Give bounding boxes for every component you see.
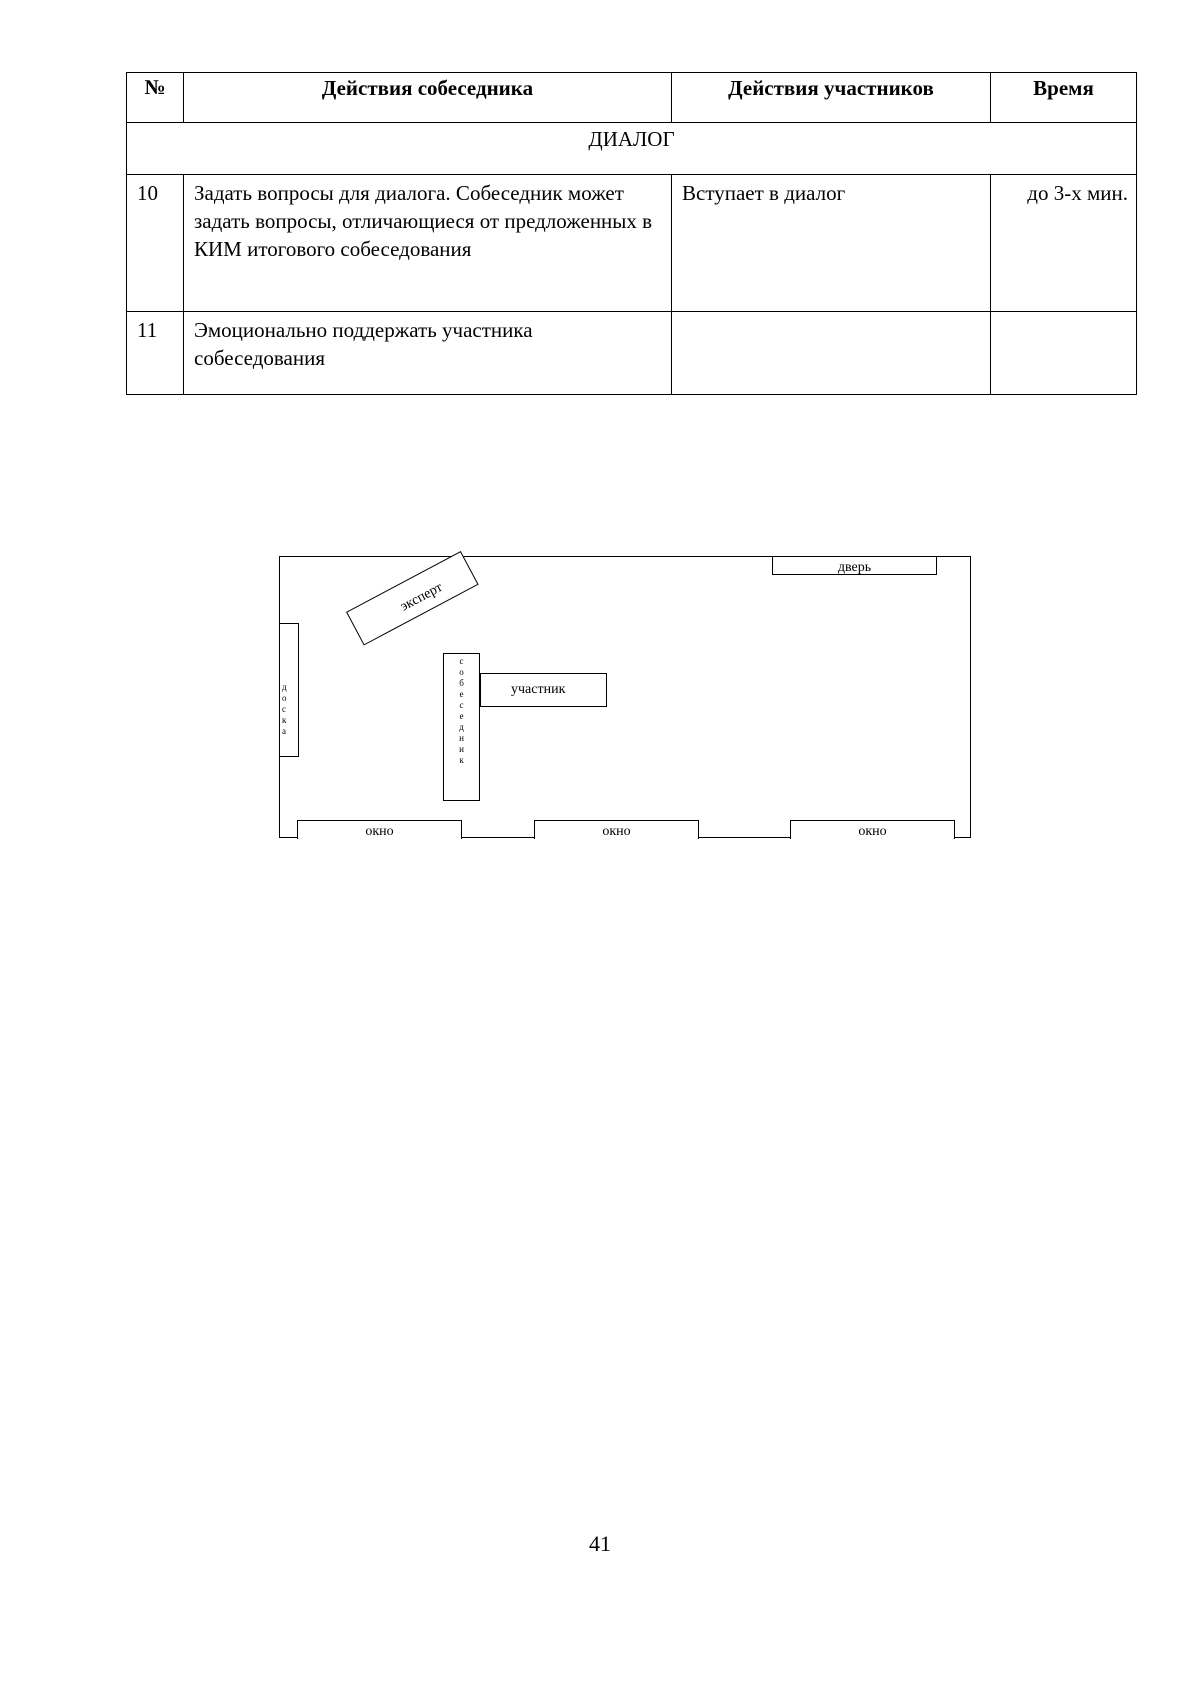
- board: д о с к а: [280, 623, 299, 757]
- page-number: 41: [589, 1531, 611, 1556]
- table-row: [127, 175, 1137, 312]
- row-interviewer-action: Эмоционально поддержать участника собеседования: [184, 312, 672, 395]
- window-label: окно: [858, 824, 887, 839]
- row-interviewer-action: Задать вопросы для диалога. Собеседник может задать вопросы, отличающиеся от предложенных в КИМ итогового собеседования: [184, 175, 672, 312]
- participant-desk: [480, 673, 607, 707]
- window-2: [534, 820, 699, 839]
- interviewer-label: с о б е с е д н и к: [459, 656, 464, 765]
- window-label: окно: [602, 824, 631, 839]
- procedure-table: [126, 72, 1137, 395]
- room-plan: [279, 556, 971, 838]
- door: [772, 557, 937, 575]
- expert-label: эксперт: [398, 580, 446, 615]
- section-title: ДИАЛОГ: [127, 123, 1137, 175]
- header-participant-actions: Действия участников: [672, 73, 991, 123]
- table-header-row: [127, 73, 1137, 123]
- row-num: 10: [127, 175, 184, 312]
- header-time: Время: [991, 73, 1137, 123]
- window-3: [790, 820, 955, 839]
- header-num: №: [127, 73, 184, 123]
- header-interviewer-actions: Действия собеседника: [184, 73, 672, 123]
- expert-desk: [346, 551, 479, 646]
- row-participant-action: Вступает в диалог: [672, 175, 991, 312]
- row-num: 11: [127, 312, 184, 395]
- row-time: [991, 312, 1137, 395]
- door-label: дверь: [837, 560, 872, 575]
- window-label: окно: [365, 824, 394, 839]
- section-row: [127, 123, 1137, 175]
- row-time: до 3-х мин.: [991, 175, 1137, 312]
- participant-label: участник: [511, 682, 566, 697]
- interviewer-desk: [443, 653, 480, 801]
- window-1: [297, 820, 462, 839]
- table-row: [127, 312, 1137, 395]
- row-participant-action: [672, 312, 991, 395]
